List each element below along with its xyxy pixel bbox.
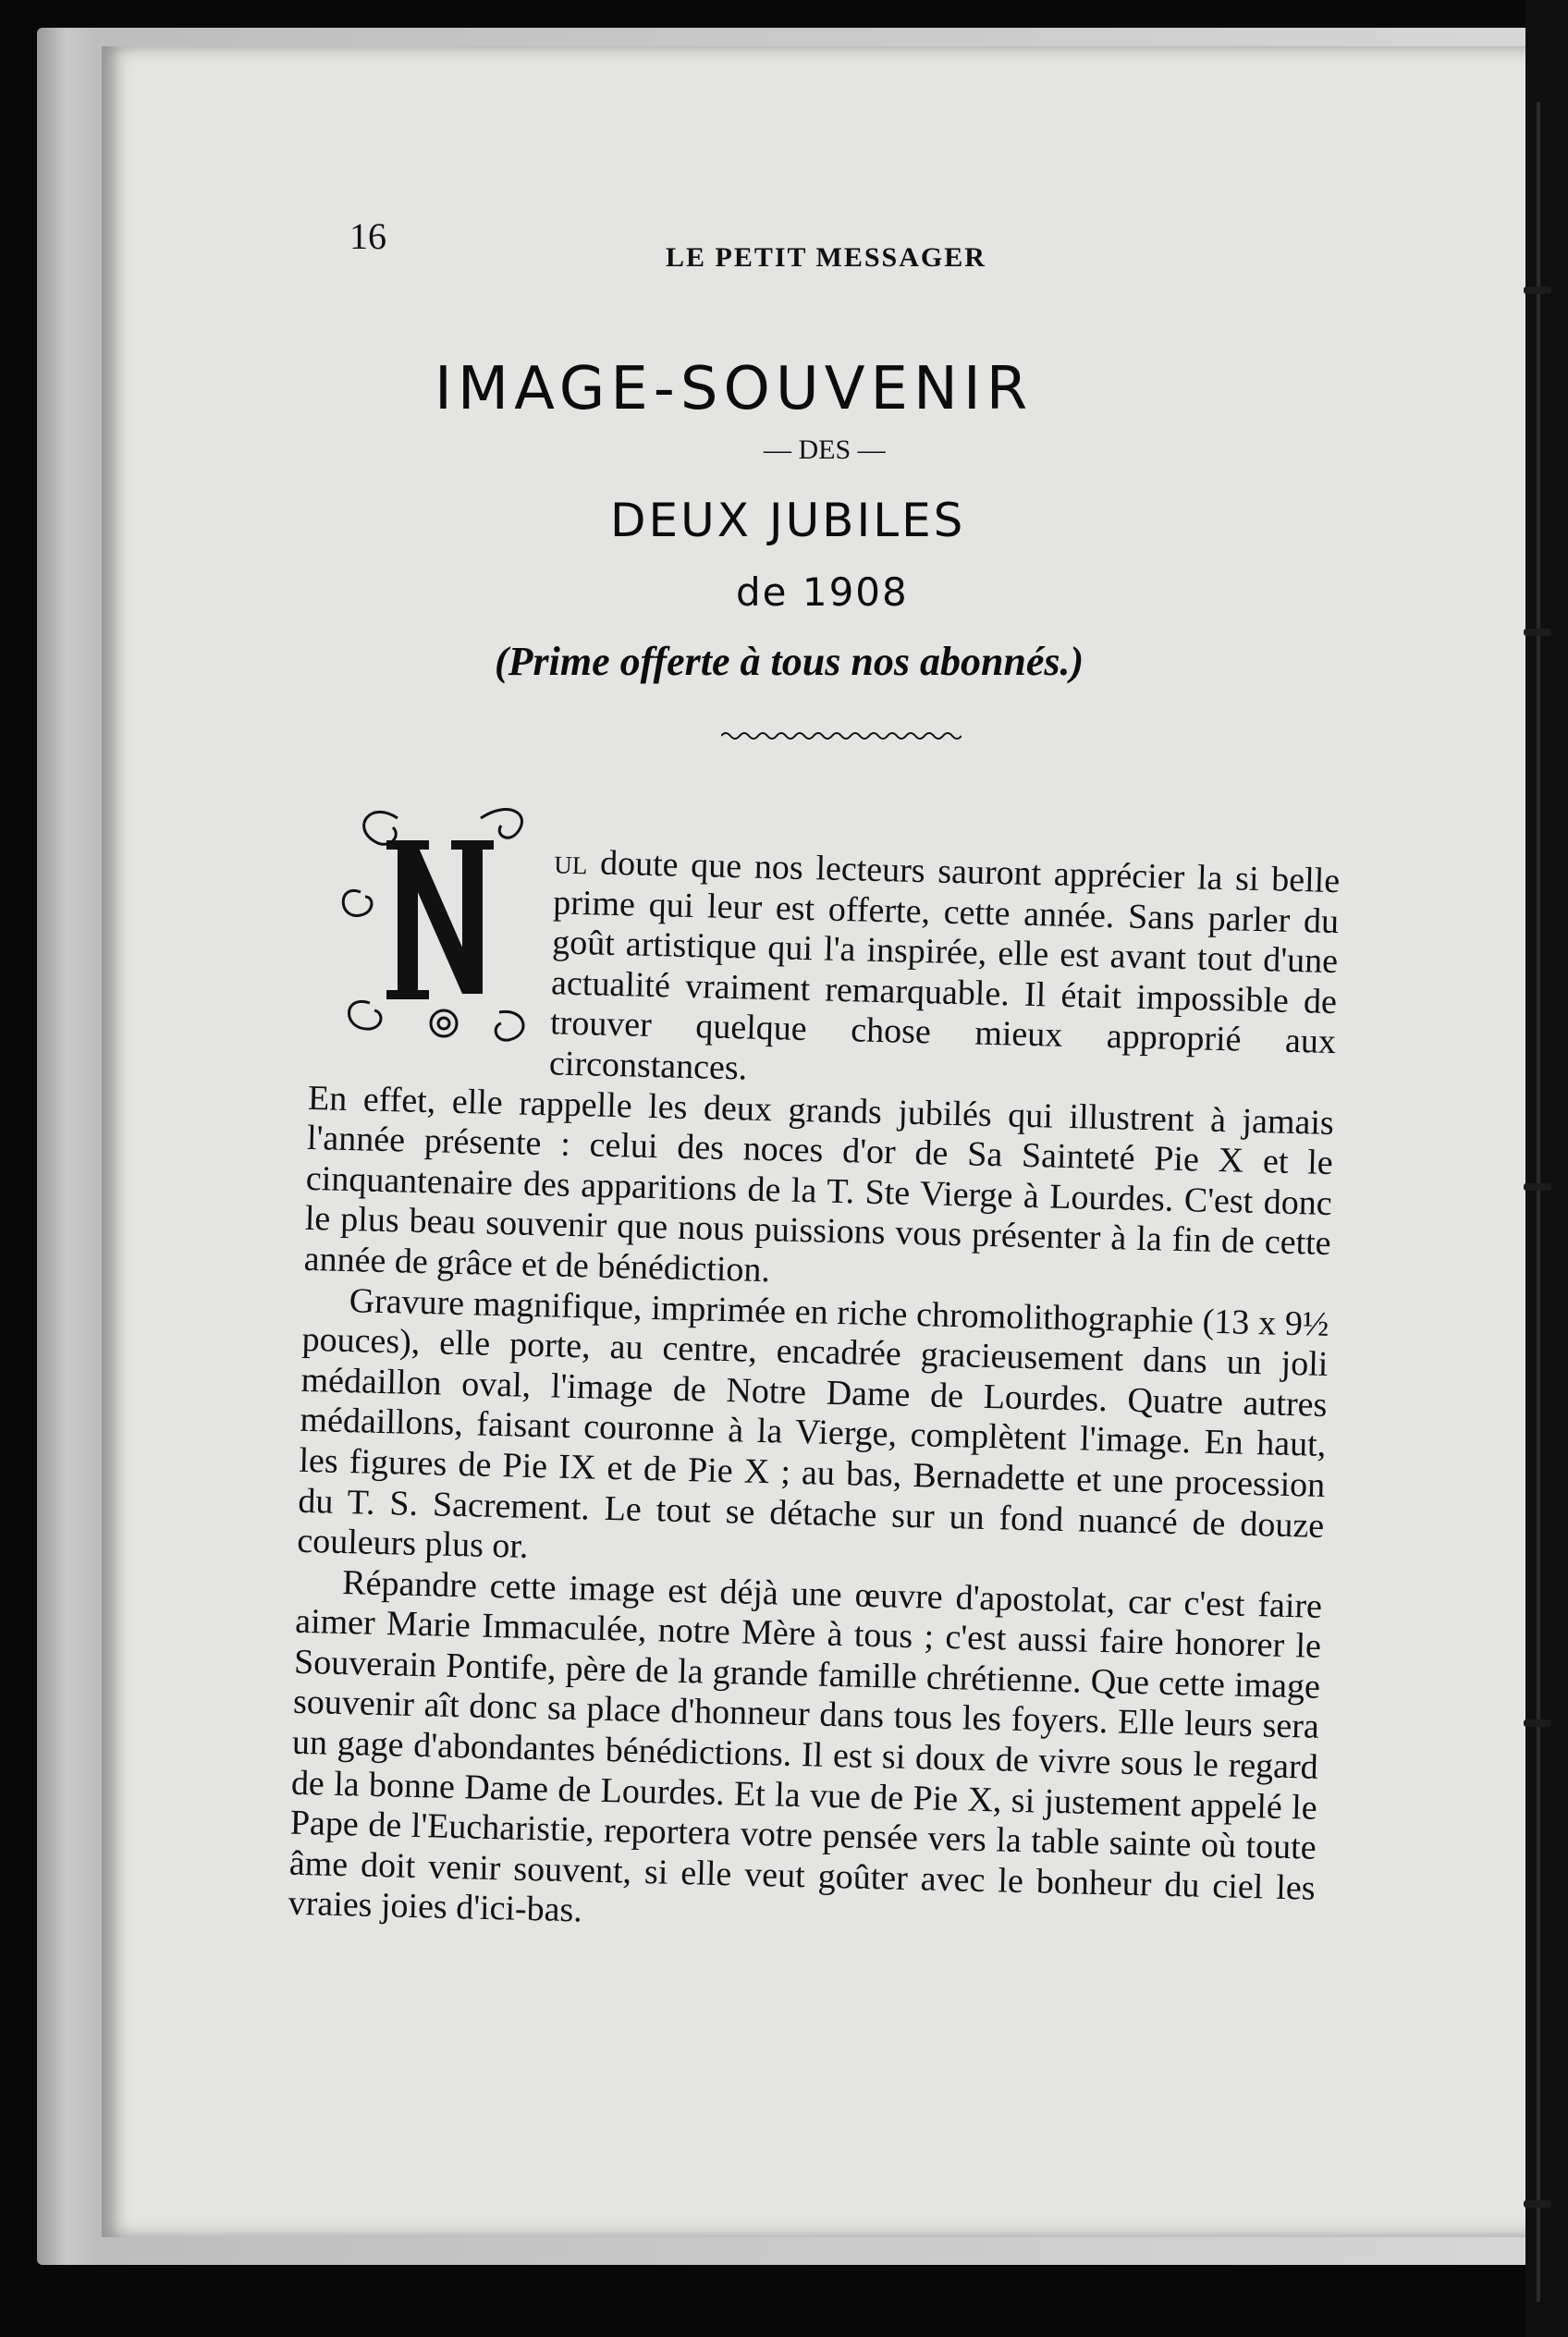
title-year: de 1908 bbox=[736, 569, 909, 615]
paragraph-3: Répandre cette image est déjà une œuvre d'apostolat, car c'est faire aimer Marie Immaculée, notre Mère à tous ; c'est aussi faire honorer le Souverain Pontife, père de la grande famille chrétienne. Que cette image souvenir aît donc sa place d'honneur dans tous les foyers. Elle leurs sera un gage d'abondantes bénédictions. Il est si doux de vivre sous le regard de la bonne Dame de Lourdes. Et la vue de Pie X, si justement appelé le Pape de l'Eucharistie, reportera votre pensée vers la table sainte où toute âme doit venir souvent, si elle veut goûter avec le bonheur du ciel les vraies joies d'ici-bas. bbox=[288, 1562, 1323, 1930]
title-jubiles: DEUX JUBILES bbox=[610, 494, 966, 547]
running-title: LE PETIT MESSAGER bbox=[666, 242, 986, 273]
binding-mark bbox=[1524, 1719, 1551, 1727]
binding-mark bbox=[1524, 287, 1551, 294]
page-number: 16 bbox=[349, 215, 386, 257]
article-title: IMAGE-SOUVENIR bbox=[435, 355, 1034, 423]
title-prime: (Prime offerte à tous nos abonnés.) bbox=[495, 639, 1084, 684]
title-des: — DES — bbox=[764, 434, 886, 465]
paragraph-1 bbox=[303, 837, 1340, 1305]
binding-mark bbox=[1524, 1183, 1551, 1191]
wavy-rule-ornament bbox=[721, 727, 962, 745]
paragraph-1-rest: En effet, elle rappelle les deux grands jubilés qui illustrent à jamais l'année présente : celui des noces d'or de Sa Sainteté Pie X et le cinquantenaire des apparitions de la T. Ste Vierge à Lourdes. C'est donc le plus beau souvenir que nous puissions vous présenter à la fin de cette année de grâce et de bénédiction. bbox=[303, 1078, 1335, 1291]
spine-line bbox=[1537, 102, 1540, 2302]
binding-mark bbox=[1524, 629, 1551, 636]
right-gutter bbox=[1525, 0, 1568, 2337]
paragraph-2: Gravure magnifique, imprimée en riche chromolithographie (13 x 9½ pouces), elle porte, au centre, encadrée gracieusement dans un joli médaillon oval, l'image de Notre Dame de Lourdes. Quatre autres médaillons, faisant couronne à la Vierge, complètent l'image. En haut, les figures de Pie IX et de Pie X ; au bas, Bernadette et une procession du T. S. Sacrement. Le tout se détache sur un fond nuancé de douze couleurs plus or. bbox=[296, 1280, 1329, 1566]
binding-mark bbox=[1524, 2200, 1551, 2208]
article-body bbox=[288, 837, 1340, 1950]
dropcap-letter: N bbox=[333, 781, 334, 782]
paragraph-1-lead: ul doute que nos lecteurs sauront apprécier la si belle prime qui leur est offerte, cette année. Sans parler du goût artistique qui l'a inspirée, elle est avant tout d'une actualité vraiment remarquable. Il était impossible de trouver quelque chose mieux approprié aux circonstances. bbox=[548, 842, 1341, 1088]
